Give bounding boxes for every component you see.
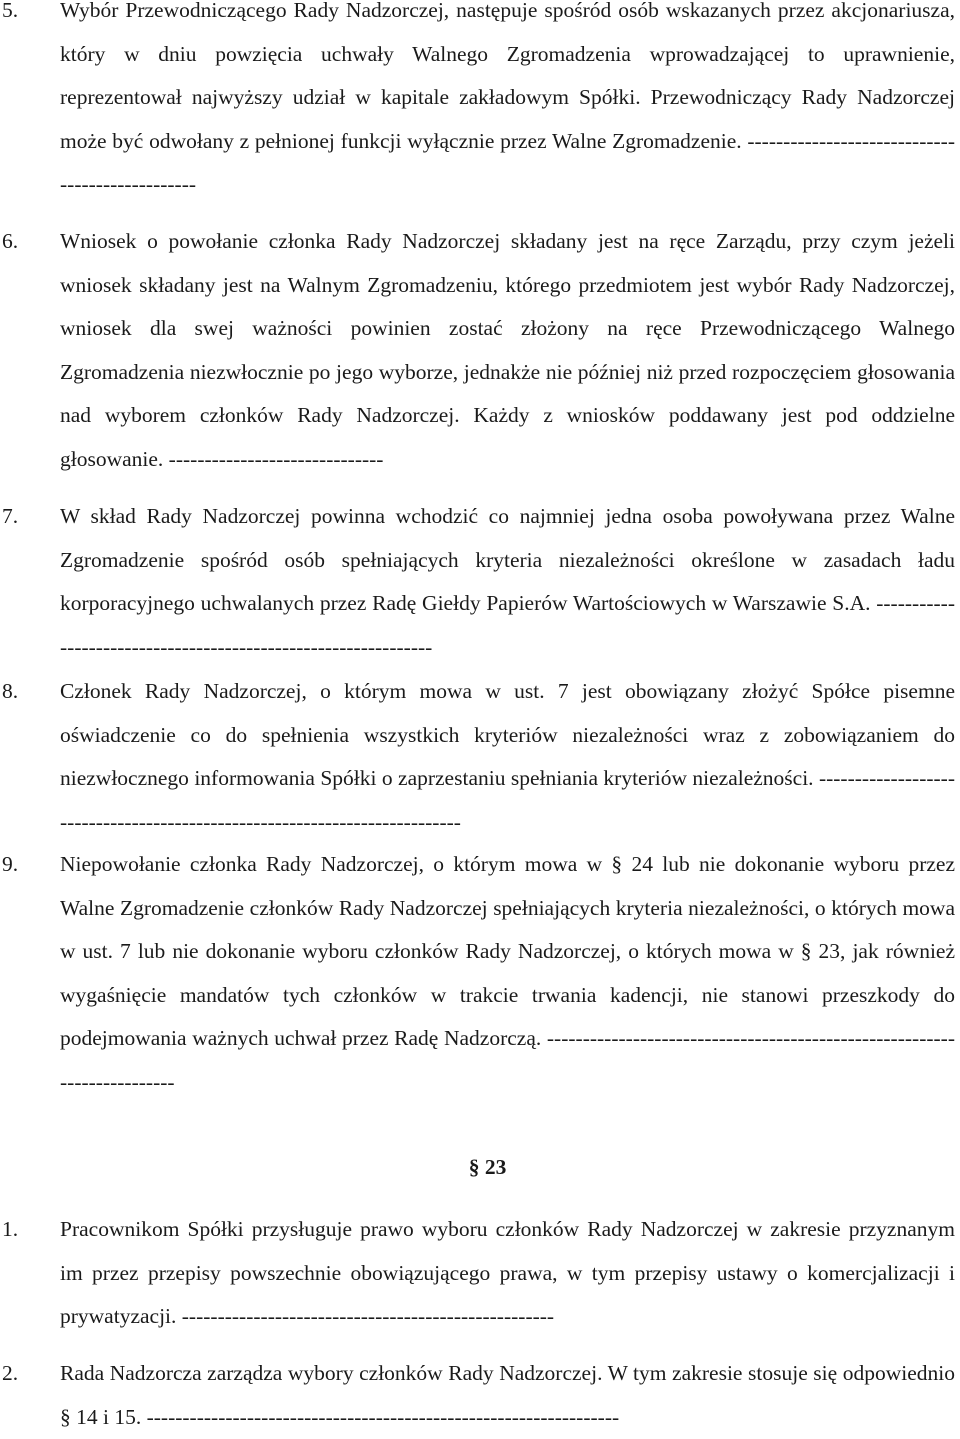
paragraph-number: 1. bbox=[2, 1217, 19, 1241]
paragraph-number: 8. bbox=[2, 679, 19, 703]
paragraph-text: W skład Rady Nadzorczej powinna wchodzić co najmniej jedna osoba powoływana przez Walne Zgromadzenie spośród osób spełniających kryteria niezależności określone w zasadach ładu korporacyjnego uchwalanych przez Radę Giełdy Papierów Wartościowych w Warszawie S.A. --------------------------------------------------------------- bbox=[60, 504, 955, 659]
paragraph-number: 5. bbox=[2, 0, 19, 22]
paragraph-text: Rada Nadzorcza zarządza wybory członków Rady Nadzorczej. W tym zakresie stosuje się odpowiednio § 14 i 15. ------------------------------------------------------------------ bbox=[60, 1361, 955, 1429]
paragraph-text: Wniosek o powołanie członka Rady Nadzorczej składany jest na ręce Zarządu, przy czym jeżeli wniosek składany jest na Walnym Zgromadzeniu, którego przedmiotem jest wybór Rady Nadzorczej, wniosek dla swej ważności powinien zostać złożony na ręce Przewodniczącego Walnego Zgromadzenia niezwłocznie po jego wyborze, jednakże nie później niż przed rozpoczęciem głosowania nad wyborem członków Rady Nadzorczej. Każdy z wniosków poddawany jest pod oddzielne głosowanie. ------------------------------ bbox=[60, 229, 955, 471]
paragraph-number: 9. bbox=[2, 852, 19, 876]
paragraph-text: Wybór Przewodniczącego Rady Nadzorczej, następuje spośród osób wskazanych przez akcjonariusza, który w dniu powzięcia uchwały Walnego Zgromadzenia wprowadzającej to uprawnienie, reprezentował najwyższy udział w kapitale zakładowym Spółki. Przewodniczący Rady Nadzorczej może być odwołany z pełnionej funkcji wyłącznie przez Walne Zgromadzenie. ------------------------------------------------ bbox=[60, 0, 955, 197]
paragraph-number: 2. bbox=[2, 1361, 19, 1385]
paragraph-number: 6. bbox=[2, 229, 19, 253]
paragraph-text: Członek Rady Nadzorczej, o którym mowa w ust. 7 jest obowiązany złożyć Spółce pisemne oświadczenie co do spełnienia wszystkich kryteriów niezależności wraz z zobowiązaniem do niezwłocznego informowania Spółki o zaprzestaniu spełniania kryteriów niezależności. --------------------------------------------------------------------------- bbox=[60, 679, 955, 834]
paragraph-text: Pracownikom Spółki przysługuje prawo wyboru członków Rady Nadzorczej w zakresie przyznanym im przez przepisy powszechnie obowiązującego prawa, w tym przepisy ustawy o komercjalizacji i prywatyzacji. ---------------------------------------------------- bbox=[60, 1217, 955, 1329]
section-heading: § 23 bbox=[468, 1155, 507, 1179]
paragraph-number: 7. bbox=[2, 504, 19, 528]
paragraph-text: Niepowołanie członka Rady Nadzorczej, o którym mowa w § 24 lub nie dokonanie wyboru przez Walne Zgromadzenie członków Rady Nadzorczej spełniających kryteria niezależności, o których mowa w ust. 7 lub nie dokonanie wyboru członków Rady Nadzorczej, o których mowa w § 23, jak również wygaśnięcie mandatów tych członków w trakcie trwania kadencji, nie stanowi przeszkody do podejmowania ważnych uchwał przez Radę Nadzorczą. ------------------------------------------------------------------------- bbox=[60, 852, 955, 1094]
